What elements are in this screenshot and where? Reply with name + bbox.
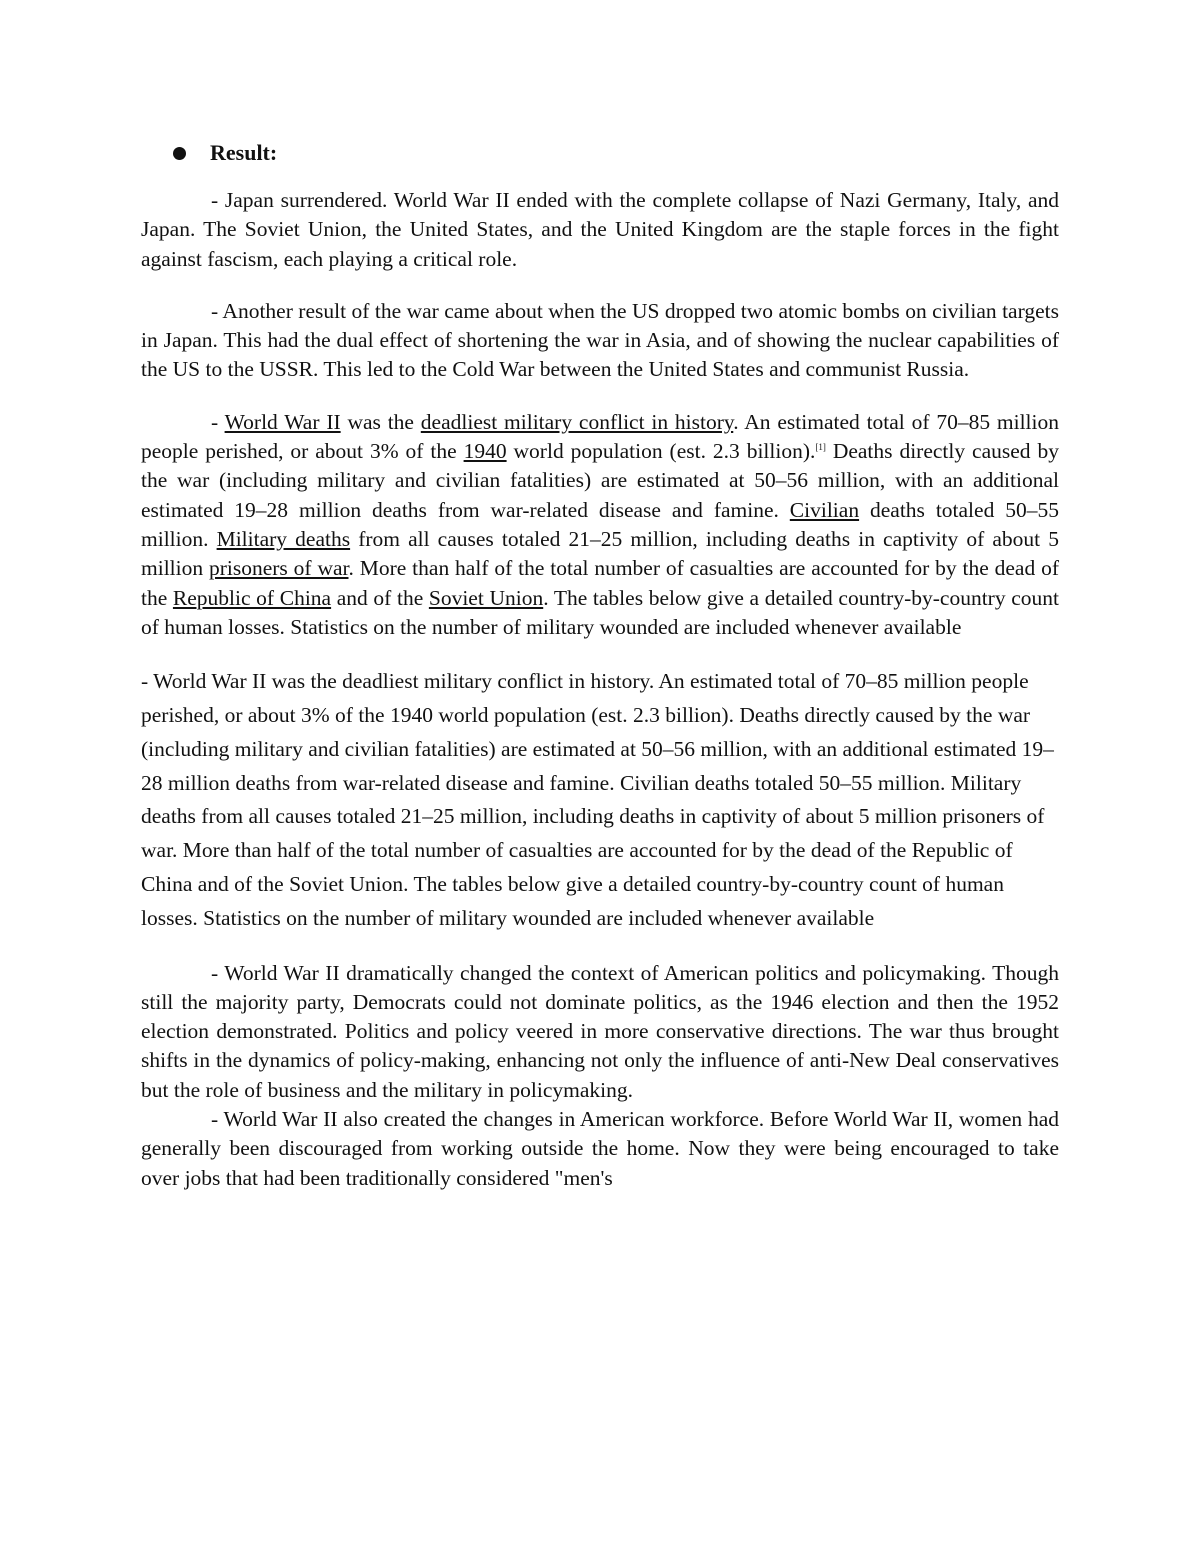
- paragraph-american-workforce: - World War II also created the changes in American workforce. Before World War II, women had generally been discouraged from working outside the home. Now they were being encouraged to take over jobs that had been traditionally considered "men's: [141, 1107, 1059, 1190]
- link-republic-of-china[interactable]: Republic of China: [172, 585, 332, 610]
- text-span: and of the: [331, 585, 429, 610]
- document-page: [141, 140, 1059, 1193]
- paragraph-atomic-bombs: - Another result of the war came about when the US dropped two atomic bombs on civilian targets in Japan. This had the dual effect of shortening the war in Asia, and of showing the nuclear capabilities of the US to the USSR. This led to the Cold War between the United States and communist Russia.: [141, 298, 1059, 382]
- link-deadliest-conflict[interactable]: deadliest military conflict in history: [420, 409, 734, 434]
- paragraph-casualties-linked: [141, 408, 1059, 642]
- text-span: . The tables below give a detailed country-by-country count of human losses. Statistics on the number of military wounded are included whenever available: [141, 585, 1059, 639]
- bullet-icon: [173, 147, 186, 160]
- link-civilian[interactable]: Civilian: [789, 497, 860, 522]
- text-span: -: [211, 409, 225, 434]
- paragraph-casualties-plain: - World War II was the deadliest military conflict in history. An estimated total of 70–85 million people perished, or about 3% of the 1940 world population (est. 2.3 billion). Deaths directly caused by the war (including military and civilian fatalities) are estimated at 50–56 million, with an additional estimated 19–28 million deaths from war-related disease and famine. Civilian deaths totaled 50–55 million. Military deaths from all causes totaled 21–25 million, including deaths in captivity of about 5 million prisoners of war. More than half of the total number of casualties are accounted for by the dead of the Republic of China and of the Soviet Union. The tables below give a detailed country-by-country count of human losses. Statistics on the number of military wounded are included whenever available: [141, 669, 1054, 930]
- link-world-war-ii[interactable]: World War II: [224, 409, 341, 434]
- text-span: deaths totaled 50–55 million.: [141, 497, 1059, 551]
- paragraph-surrender: - Japan surrendered. World War II ended with the complete collapse of Nazi Germany, Italy, and Japan. The Soviet Union, the United States, and the United Kingdom are the staple forces in the fight against fascism, each playing a critical role.: [141, 188, 1059, 271]
- paragraph-american-politics: - World War II dramatically changed the context of American politics and policymaking. Though still the majority party, Democrats could not dominate politics, as the 1946 election and then the 1952 election demonstrated. Politics and policy veered in more conservative directions. The war thus brought shifts in the dynamics of policy-making, enhancing not only the influence of anti-New Deal conservatives but the role of business and the military in policymaking.: [141, 960, 1059, 1102]
- section-heading: [141, 140, 1059, 166]
- text-span: . More than half of the total number of casualties are accounted for by the dead of the: [141, 556, 1059, 610]
- text-span: . An estimated total of 70–85 million people perished, or about 3% of the: [141, 409, 1060, 464]
- link-military-deaths[interactable]: Military deaths: [216, 526, 351, 551]
- link-1940[interactable]: 1940: [463, 439, 507, 464]
- text-span: was the: [340, 409, 421, 434]
- text-span: from all causes totaled 21–25 million, including deaths in captivity of about 5 million: [141, 526, 1059, 581]
- footnote-ref[interactable]: [1]: [815, 441, 826, 452]
- text-span: Deaths directly caused by the war (including military and civilian fatalities) are estimated at 50–56 million, with an additional estimated 19–28 million deaths from war-related disease and famine.: [141, 439, 1059, 522]
- heading-label: Result:: [210, 140, 278, 165]
- text-span: world population (est. 2.3 billion).: [506, 439, 816, 464]
- link-soviet-union[interactable]: Soviet Union: [428, 585, 544, 610]
- link-prisoners-of-war[interactable]: prisoners of war: [208, 556, 349, 581]
